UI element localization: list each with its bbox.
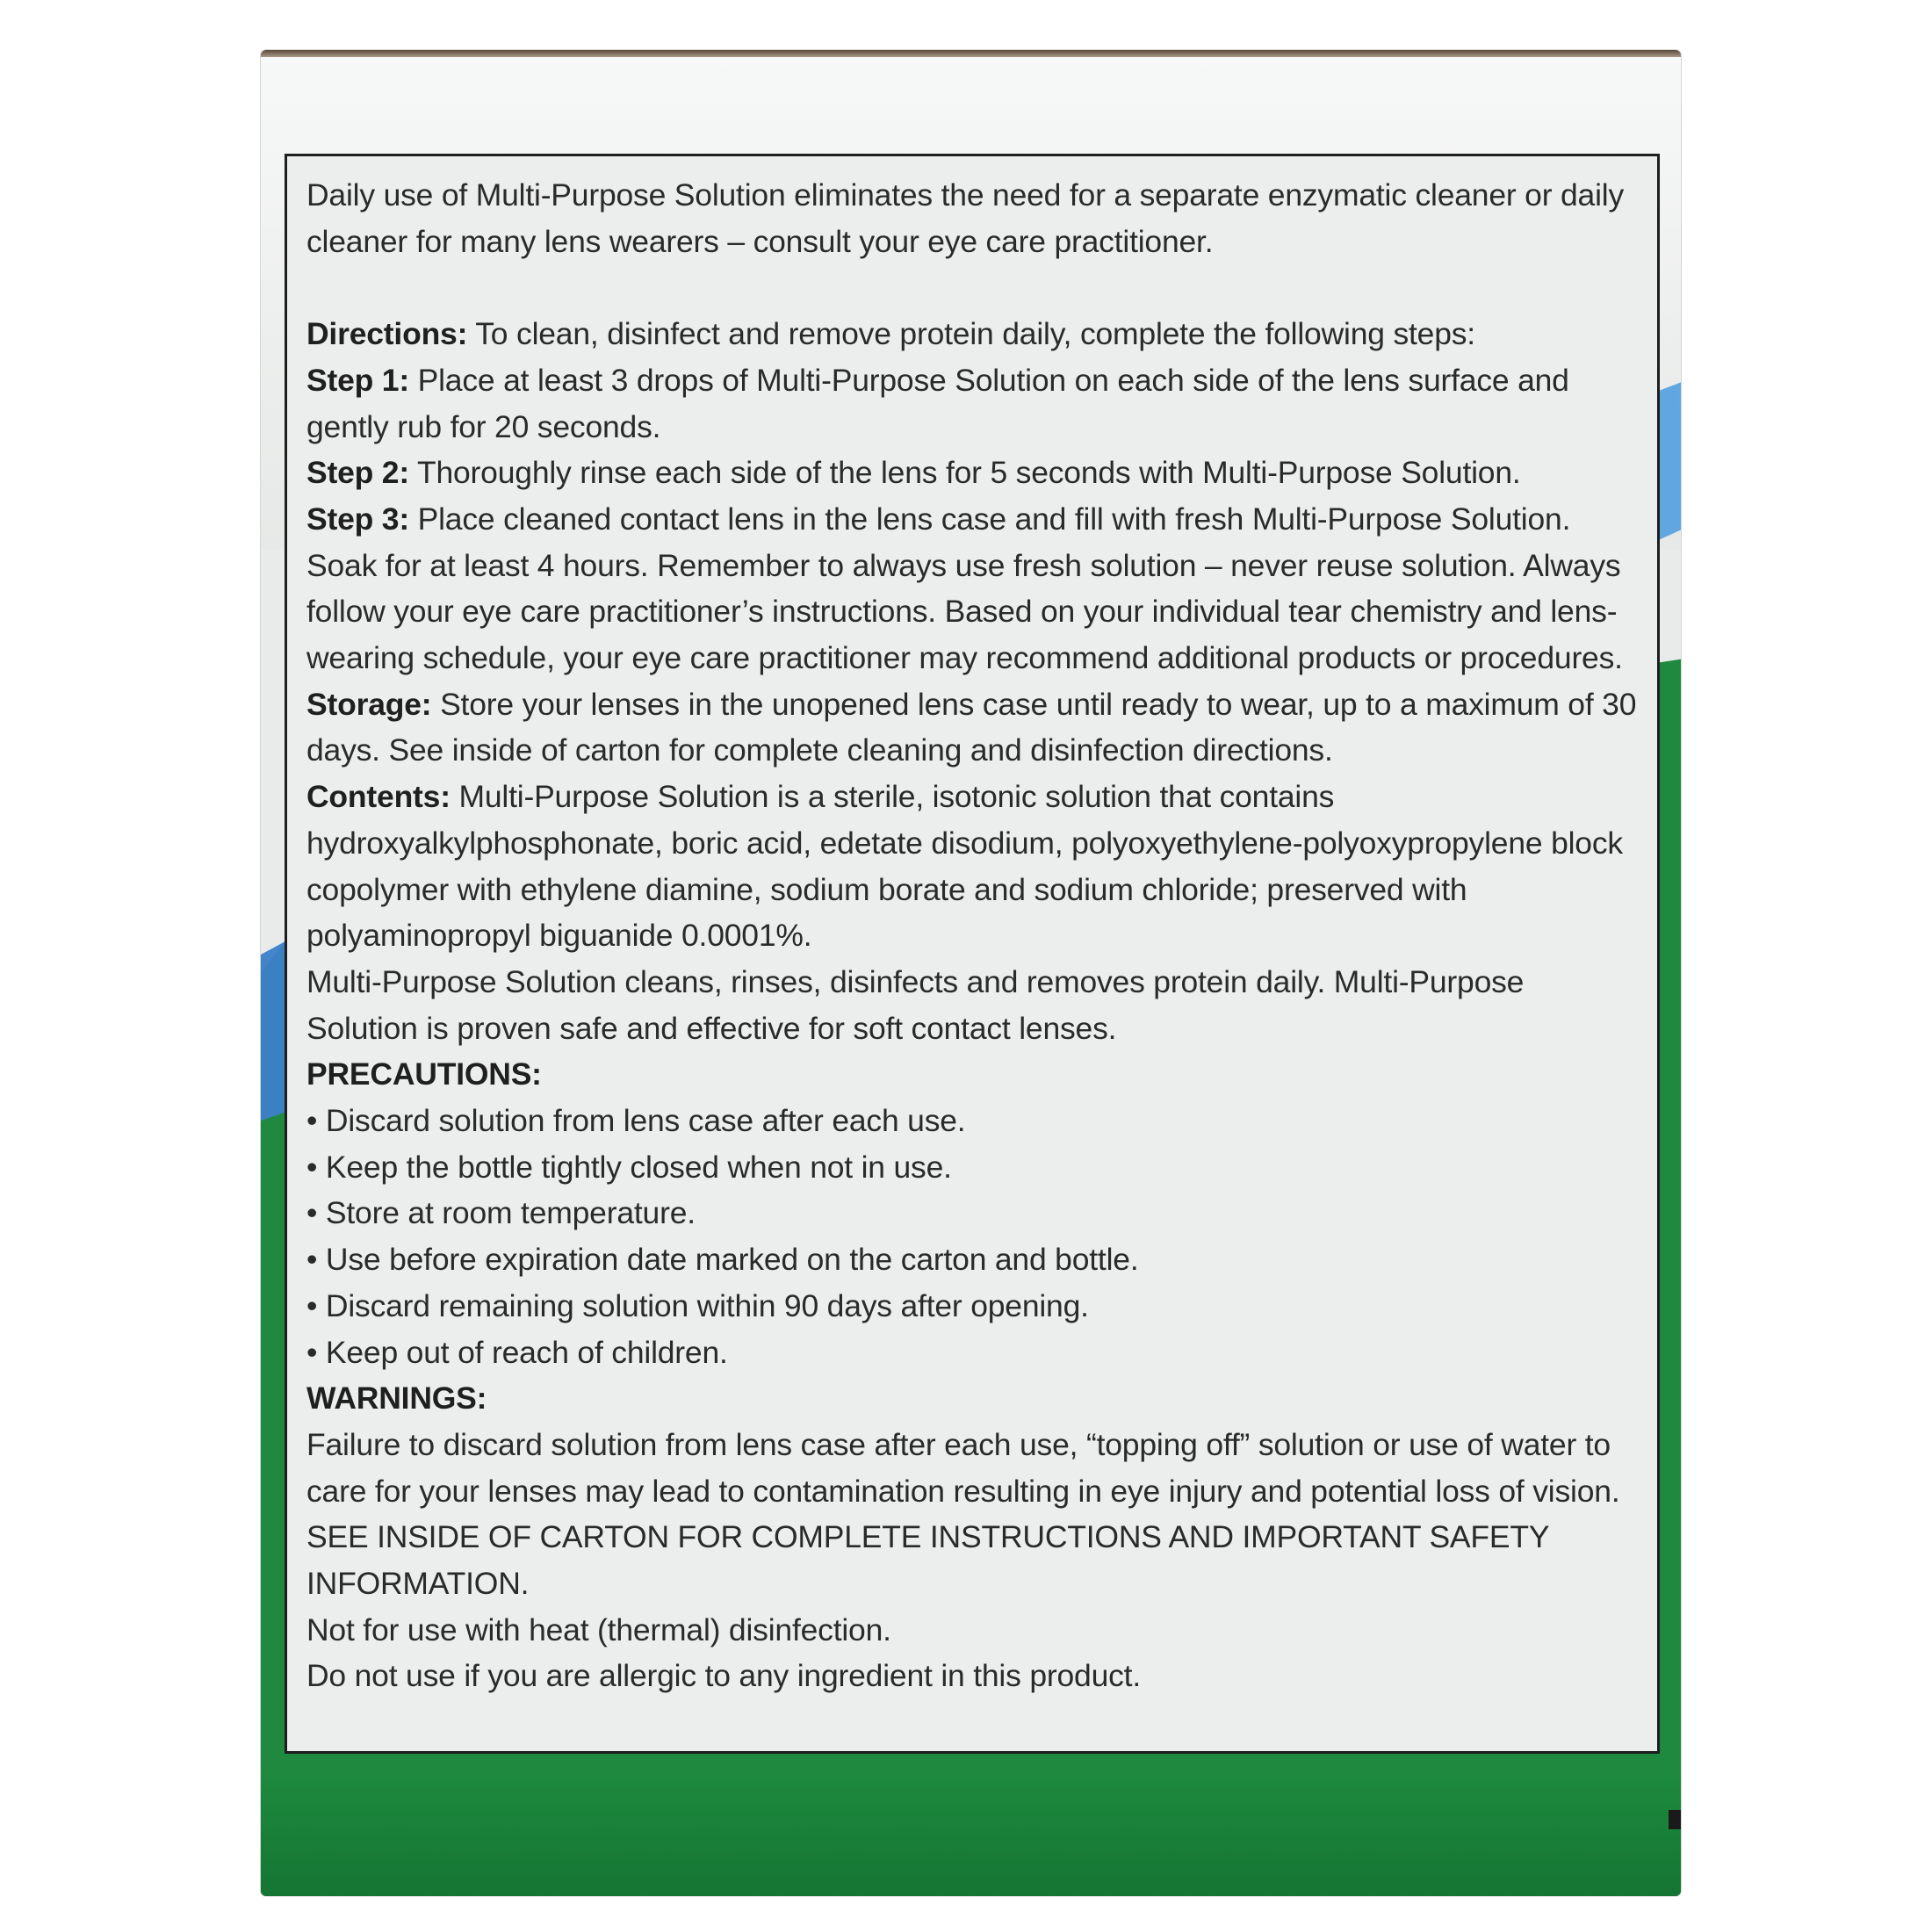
precaution-item: • Keep the bottle tightly closed when not in use. [306, 1144, 1640, 1191]
step-1 [306, 357, 1640, 450]
precaution-item: • Discard solution from lens case after each use. [306, 1098, 1640, 1144]
precautions-heading [306, 1051, 1640, 1098]
warnings-heading [306, 1375, 1640, 1422]
storage-text: Store your lenses in the unopened lens case until ready to wear, up to a maximum of 30 days. See inside of carton for complete cleaning and disinfection directions. [306, 686, 1637, 768]
precautions-heading-text: PRECAUTIONS: [306, 1056, 542, 1092]
warnings-text: Failure to discard solution from lens case after each use, “topping off” solution or use of water to care for your lenses may lead to contamination resulting in eye injury and potential loss of vision. SEE INSIDE OF CARTON FOR COMPLETE INSTRUCTIONS AND IMPORTANT SAFETY INFORMATION. [306, 1426, 1620, 1602]
summary-text: Multi-Purpose Solution cleans, rinses, disinfects and removes protein daily. Multi-Purpose Solution is proven safe and effective for soft contact lenses. [306, 963, 1525, 1046]
step-3 [306, 496, 1640, 681]
warning-line: Not for use with heat (thermal) disinfection. [306, 1611, 891, 1647]
precaution-item: • Discard remaining solution within 90 days after opening. [306, 1283, 1640, 1330]
warning-line: Do not use if you are allergic to any ingredient in this product. [306, 1658, 1141, 1694]
step-1-label: Step 1: [306, 362, 409, 398]
contents-text: Multi-Purpose Solution is a sterile, isotonic solution that contains hydroxyalkylphosphonate, boric acid, edetate disodium, polyoxyethylene-polyoxypropylene block copolymer with ethylene diamine, sodium borate and sodium chloride; preserved with polyaminopropyl biguanide 0.0001%. [306, 779, 1623, 954]
storage-label: Storage: [306, 686, 432, 722]
precaution-item: • Store at room temperature. [306, 1190, 1640, 1236]
directions-label: Directions: [306, 316, 468, 352]
carton-top-edge [261, 50, 1681, 57]
precaution-item: • Use before expiration date marked on the carton and bottle. [306, 1236, 1640, 1283]
step-2-text: Thoroughly rinse each side of the lens for 5 seconds with Multi-Purpose Solution. [408, 455, 1521, 491]
step-2-label: Step 2: [306, 455, 409, 491]
step-1-text: Place at least 3 drops of Multi-Purpose Solution on each side of the lens surface and gently rub for 20 seconds. [306, 362, 1569, 444]
precaution-item: • Keep out of reach of children. [306, 1330, 1640, 1376]
step-3-text: Place cleaned contact lens in the lens case and fill with fresh Multi-Purpose Solution. Soak for at least 4 hours. Remember to always use fresh solution – never reuse solution. Always follow your eye care practitioner’s instructions. Based on your individual tear chemistry and lens-wearing schedule, your eye care practitioner may recommend additional products or procedures. [306, 501, 1623, 676]
edge-mark [1669, 1810, 1681, 1829]
step-2 [306, 450, 1640, 496]
spacer [306, 264, 1640, 311]
storage-paragraph [306, 681, 1640, 774]
contents-paragraph [306, 774, 1640, 959]
directions-text: To clean, disinfect and remove protein daily, complete the following steps: [467, 316, 1475, 352]
warnings-heading-text: WARNINGS: [306, 1381, 487, 1417]
directions-paragraph [306, 311, 1640, 357]
green-bottom-band [261, 1773, 1681, 1896]
intro-text: Daily use of Multi-Purpose Solution eliminates the need for a separate enzymatic cleaner or daily cleaner for many lens wearers – consult your eye care practitioner. [306, 177, 1624, 259]
contents-label: Contents: [306, 779, 451, 815]
step-3-label: Step 3: [306, 501, 409, 537]
instructions-panel [285, 154, 1660, 1754]
